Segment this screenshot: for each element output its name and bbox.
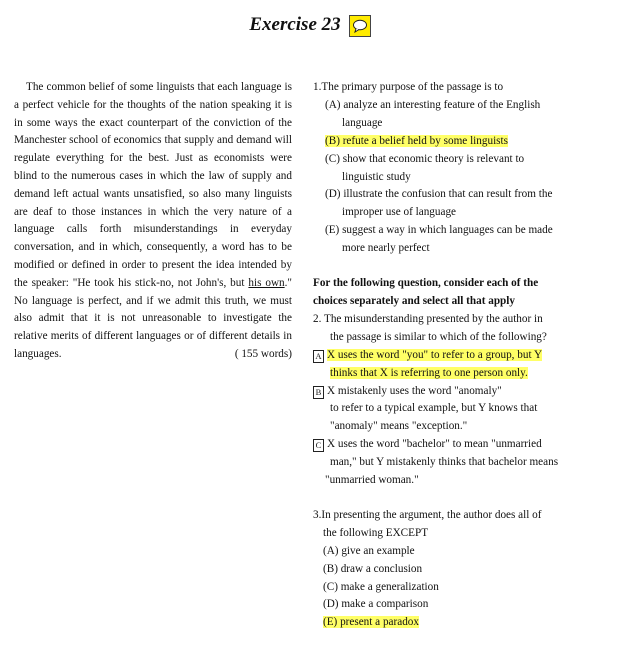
- q2-option-c-checkbox[interactable]: C: [313, 439, 324, 452]
- q3-option-e-text: (E) present a paradox: [323, 616, 419, 629]
- question-2-instructions: [313, 275, 605, 311]
- q2-option-c[interactable]: [313, 436, 605, 490]
- q1-option-b[interactable]: [313, 133, 605, 151]
- q1-option-e-cont: more nearly perfect: [342, 242, 430, 255]
- underlined-phrase: his own: [248, 276, 285, 289]
- question-3-stem-cont: the following EXCEPT: [323, 526, 429, 539]
- question-3-stem: 3.In presenting the argument, the author does all of: [313, 508, 542, 521]
- q2-option-a-text: X uses the word "you" to refer to a group, but Y: [327, 348, 543, 361]
- question-1-stem: 1.The primary purpose of the passage is to: [313, 81, 504, 93]
- q2-option-a-checkbox[interactable]: A: [313, 350, 324, 363]
- q2-option-a[interactable]: [313, 347, 605, 383]
- q3-option-d[interactable]: (D) make a comparison: [323, 598, 429, 611]
- question-2: [313, 311, 605, 490]
- q1-option-a-cont: language: [342, 116, 383, 129]
- instruction-line-2: choices separately and select all that apply: [313, 294, 515, 307]
- question-2-stem-cont: the passage is similar to which of the following?: [330, 330, 547, 343]
- q1-option-d-text: (D) illustrate the confusion that can result from the: [325, 188, 553, 201]
- exercise-title: Exercise 23: [249, 14, 341, 35]
- q1-option-d-cont: improper use of language: [342, 206, 457, 219]
- q2-option-c-cont: man," but Y mistakenly thinks that bachelor means: [330, 456, 559, 469]
- passage-paragraph: [14, 79, 292, 364]
- question-3: [313, 507, 605, 632]
- question-2-stem: 2. The misunderstanding presented by the author in: [313, 312, 543, 325]
- q3-option-c[interactable]: (C) make a generalization: [323, 580, 439, 593]
- q2-option-b-checkbox[interactable]: B: [313, 386, 324, 399]
- q2-option-b-text: X mistakenly uses the word "anomaly": [327, 384, 502, 397]
- q1-option-e-text: (E) suggest a way in which languages can be made: [325, 224, 553, 237]
- comment-bubble-icon[interactable]: [349, 15, 371, 37]
- q2-option-a-cont: thinks that X is referring to one person only.: [330, 366, 528, 379]
- page-title-row: [0, 14, 620, 36]
- q1-option-c-cont: linguistic study: [342, 170, 411, 183]
- q1-option-c[interactable]: [313, 151, 605, 187]
- question-1: [313, 79, 605, 258]
- q2-option-c-text: X uses the word "bachelor" to mean "unmarried: [327, 438, 542, 451]
- q3-option-e[interactable]: [313, 614, 605, 632]
- q1-option-c-text: (C) show that economic theory is relevant to: [325, 152, 525, 165]
- passage-text-2: ." No language is perfect, and if we admit this truth, we must also admit that it is not unreasonable to investigate the relative merits of different languages or of different details in languages.: [14, 276, 292, 360]
- word-count: ( 155 words): [234, 347, 292, 360]
- q2-option-b-cont-2: "anomaly" means "exception.": [330, 420, 468, 433]
- instruction-line-1: For the following question, consider each of the: [313, 277, 539, 290]
- q2-option-b[interactable]: [313, 383, 605, 437]
- q1-option-a[interactable]: [313, 97, 605, 133]
- q1-option-a-text: (A) analyze an interesting feature of the English: [325, 98, 541, 111]
- q3-option-b[interactable]: (B) draw a conclusion: [323, 562, 423, 575]
- q1-option-e[interactable]: [313, 222, 605, 258]
- passage-text-1: The common belief of some linguists that each language is a perfect vehicle for the thoughts of the nation speaking it is in some ways the exact counterpart of the conviction of the Manchester school of economics that supply and demand will regulate everything for the best. Just as economists were blind to the numerous cases in which the law of supply and demand left actual wants unsatisfied, so also many linguists are deaf to those instances in which the very nature of a language calls forth misunderstandings in everyday conversation, and in which, consequently, a word has to be modified or defined in order to present the idea intended by the speaker: "He took his stick-no, not John's, but: [14, 81, 292, 289]
- reading-passage: [14, 79, 292, 364]
- q3-option-a[interactable]: (A) give an example: [323, 544, 415, 557]
- q1-option-d[interactable]: [313, 186, 605, 222]
- questions-panel: [313, 79, 605, 632]
- q2-option-c-cont-2: "unmarried woman.": [325, 474, 419, 487]
- q2-option-b-cont: to refer to a typical example, but Y knows that: [330, 402, 538, 415]
- q1-option-b-text: (B) refute a belief held by some linguists: [325, 134, 508, 147]
